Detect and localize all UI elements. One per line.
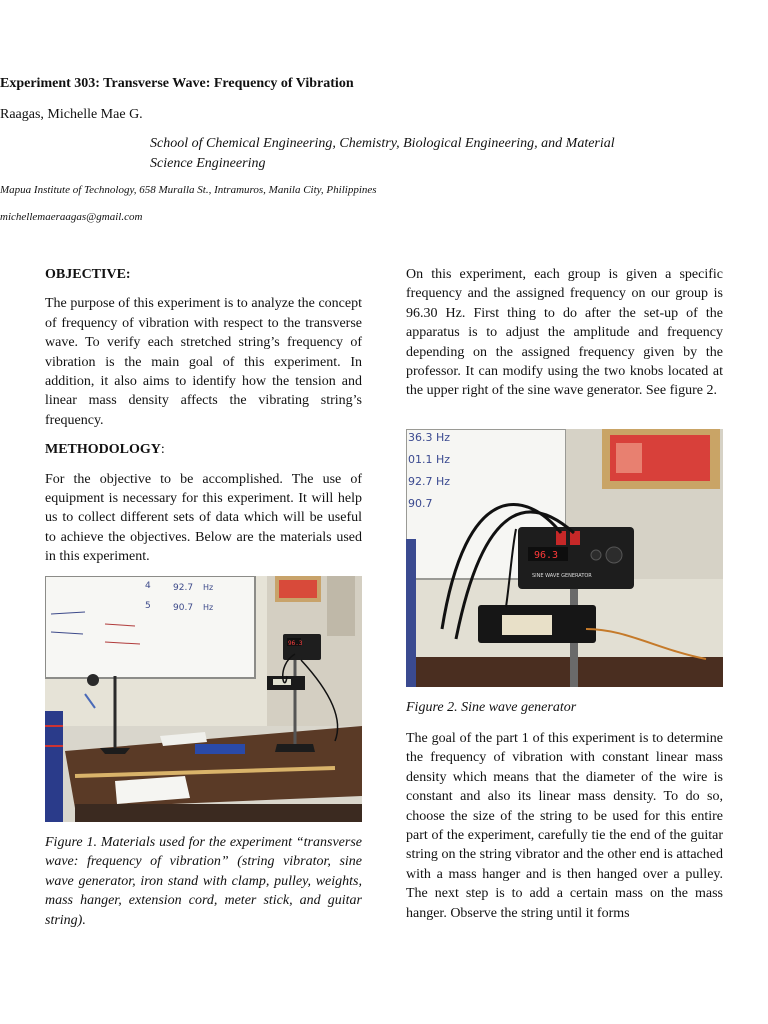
institution-address: Mapua Institute of Technology, 658 Muralla St., Intramuros, Manila City, Philippines	[0, 184, 377, 196]
fig1-board-hz1: Hz	[203, 583, 214, 592]
figure1-photo	[45, 576, 362, 822]
methodology-heading-text: METHODOLOGY	[45, 442, 161, 458]
fig2-generator-display: 96.3	[534, 550, 559, 561]
fig1-board-4: 4	[145, 581, 151, 591]
author-email: michellemaeraagas@gmail.com	[0, 211, 143, 223]
methodology-paragraph: For the objective to be accomplished. The use of equipment is necessary for this experiment. It will help us to collect different sets of data which will be useful to achieve the objectives. Below are the materials used in this experiment.	[45, 471, 362, 565]
fig2-board-line4: 90.7	[408, 497, 433, 510]
objective-paragraph: The purpose of this experiment is to analyze the concept of frequency of vibration with respect to the transverse wave. To verify each stretched string’s frequency of vibration is the main goal of this experiment. In addition, it also aims to identify how the tension and linear mass density affects the vibrating string’s frequency.	[45, 296, 362, 428]
methodology-heading-colon: :	[160, 442, 165, 458]
school-name: School of Chemical Engineering, Chemistry, Biological Engineering, and Material Science Engineering	[150, 136, 615, 171]
fig1-board-907: 90.7	[173, 603, 194, 613]
fig1-board-5: 5	[145, 601, 151, 611]
methodology-heading	[45, 440, 362, 459]
right-column-intro	[406, 265, 723, 401]
fig1-generator-display: 96.3	[288, 640, 303, 647]
paper-title: Experiment 303: Transverse Wave: Frequency of Vibration	[0, 76, 354, 91]
author-name: Raagas, Michelle Mae G.	[0, 107, 143, 122]
right-column-part1	[406, 729, 723, 923]
fig1-board-hz2: Hz	[203, 603, 214, 612]
figure2-photo	[406, 429, 723, 687]
fig2-board-line2: 01.1 Hz	[408, 453, 451, 466]
left-column	[45, 265, 362, 567]
figure1-lab-setup-image	[45, 576, 362, 822]
intro-paragraph: On this experiment, each group is given a specific frequency and the assigned frequency on our group is 96.30 Hz. First thing to do after the set-up of the apparatus is to adjust the amplitude and frequency depending on the assigned frequency given by the professor. It can modify using the two knobs located at the upper right of the sine wave generator. See figure 2.	[406, 267, 723, 399]
objective-heading: OBJECTIVE:	[45, 267, 131, 282]
figure2-sine-wave-generator-image	[406, 429, 723, 687]
figure1-caption: Figure 1. Materials used for the experiment “transverse wave: frequency of vibration” (string vibrator, sine wave generator, iron stand with clamp, pulley, weights, mass hanger, extension cord, meter stick, and guitar string).	[45, 835, 362, 928]
fig1-board-927: 92.7	[173, 583, 194, 593]
fig2-board-line1: 36.3 Hz	[408, 431, 451, 444]
figure2-caption: Figure 2. Sine wave generator	[406, 700, 577, 715]
part1-paragraph: The goal of the part 1 of this experiment is to determine the frequency of vibration with constant linear mass density which means that the diameter of the wire is constant and also its linear mass density. To do so, choose the size of the string to be used for this entire part of the experiment, carefully tie the end of the guitar string on the string vibrator and the other end is attached with a mass hanger and is then hanged over a pulley. The next step is to add a certain mass on the mass hanger. Observe the string until it forms	[406, 731, 723, 921]
fig2-device-label: SINE WAVE GENERATOR	[532, 573, 592, 579]
fig2-board-line3: 92.7 Hz	[408, 475, 451, 488]
